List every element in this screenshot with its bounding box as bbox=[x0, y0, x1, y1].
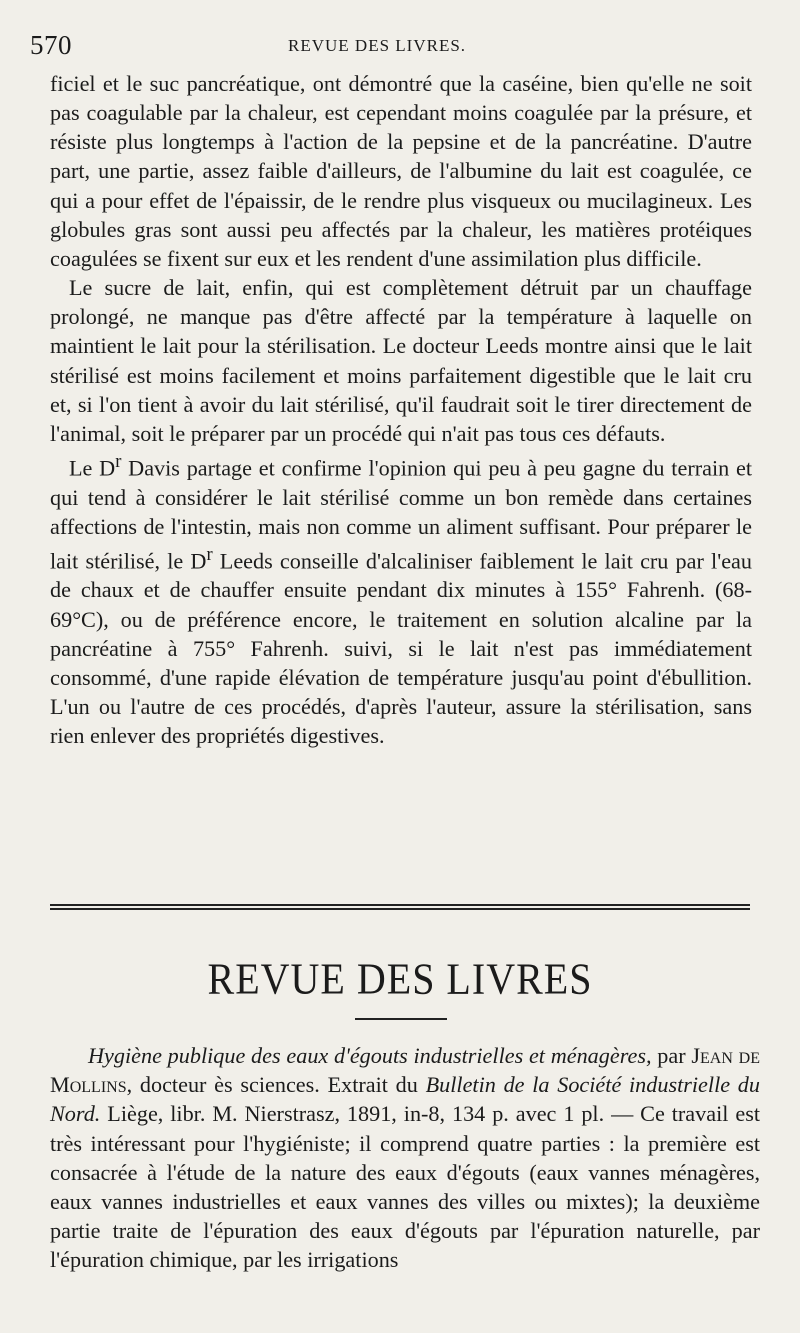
running-title: REVUE DES LIVRES. bbox=[288, 36, 467, 55]
text-segment: Leeds conseille d'alcaliniser faiblement le lait cru par l'eau de chaux et de chauffer ensuite pendant dix minutes à 155° Fahrenh. (68-69°C), ou de préférence encore, le traitement en solution alcaline par la pancréatine à 755° Fahrenh. suivi, si le lait n'est pas immédiatement consommé, d'une rapide élévation de température jusqu'au point d'ébullition. L'un ou l'autre de ces procédés, d'après l'auteur, assure la stérilisation, sans rien enlever des propriétés digestives. bbox=[50, 548, 753, 749]
page-number: 570 bbox=[30, 30, 72, 60]
paragraph-caseine: ficiel et le suc pancréatique, ont démontré que la caséine, bien qu'elle ne soit pas coagulable par la chaleur, est cependant moins coagulée par la présure, et résiste plus longtemps à l'action de la pepsine et de la pancréatine. D'autre part, une partie, assez faible d'ailleurs, de l'albumine du lait est coagulée, ce qui a pour effet de l'épaissir, de le rendre plus visqueux ou mucilagineux. Les globules gras sont aussi peu affectés par la chaleur, les matières protéiques coagulées se fixent sur eux et les rendent d'une assimilation plus difficile. bbox=[50, 71, 752, 271]
double-rule-divider bbox=[50, 904, 750, 910]
running-head bbox=[30, 30, 752, 60]
book-title: Hygiène publique des eaux d'égouts industrielles et ménagères, bbox=[88, 1043, 652, 1068]
paragraph-sucre-de-lait: Le sucre de lait, enfin, qui est complètement détruit par un chauffage prolongé, ne manque pas d'être affecté par la température à laquelle on maintient le lait pour la stérilisation. Le docteur Leeds montre ainsi que le lait stérilisé est moins facilement et moins parfaitement digestible que le lait cru et, si l'on tient à avoir du lait stérilisé, qu'il faudrait soit le tirer directement de l'animal, soit le préparer par un procédé qui n'ait pas tous ces défauts. bbox=[50, 275, 752, 446]
review-paragraph bbox=[50, 1041, 760, 1275]
title-underline-rule bbox=[355, 1018, 447, 1020]
text-segment: par bbox=[651, 1043, 692, 1068]
author-name: Jean de Mollins bbox=[50, 1043, 760, 1098]
book-review bbox=[50, 1041, 760, 1275]
superscript-r: r bbox=[206, 544, 213, 565]
bulletin-title: Bulletin de la Société industrielle du Nord. bbox=[50, 1072, 760, 1127]
text-segment: Le D bbox=[69, 455, 116, 481]
article-body bbox=[50, 69, 752, 750]
superscript-r: r bbox=[115, 452, 122, 473]
paragraph-dr-davis bbox=[50, 448, 752, 750]
text-segment: Davis partage et confirme l'opinion qui peu à peu gagne du terrain et qui tend à considérer le lait stérilisé comme un bon remède dans certaines affections de l'intestin, mais non comme un aliment suffisant. Pour préparer le lait stérilisé, le D bbox=[50, 455, 752, 574]
text-segment: , docteur ès sciences. Extrait du bbox=[126, 1072, 426, 1098]
review-text: Liège, libr. M. Nierstrasz, 1891, in-8, 134 p. avec 1 pl. — Ce travail est très intéressant pour l'hygiéniste; il comprend quatre parties : la première est consacrée à l'étude de la nature des eaux d'égouts (eaux vannes ménagères, eaux vannes industrielles et eaux vannes des villes ou mixtes); la deuxième partie traite de l'épuration des eaux d'égouts par l'épuration naturelle, par l'épuration chimique, par les irrigations bbox=[50, 1101, 760, 1273]
section-title: REVUE DES LIVRES bbox=[207, 953, 593, 1004]
